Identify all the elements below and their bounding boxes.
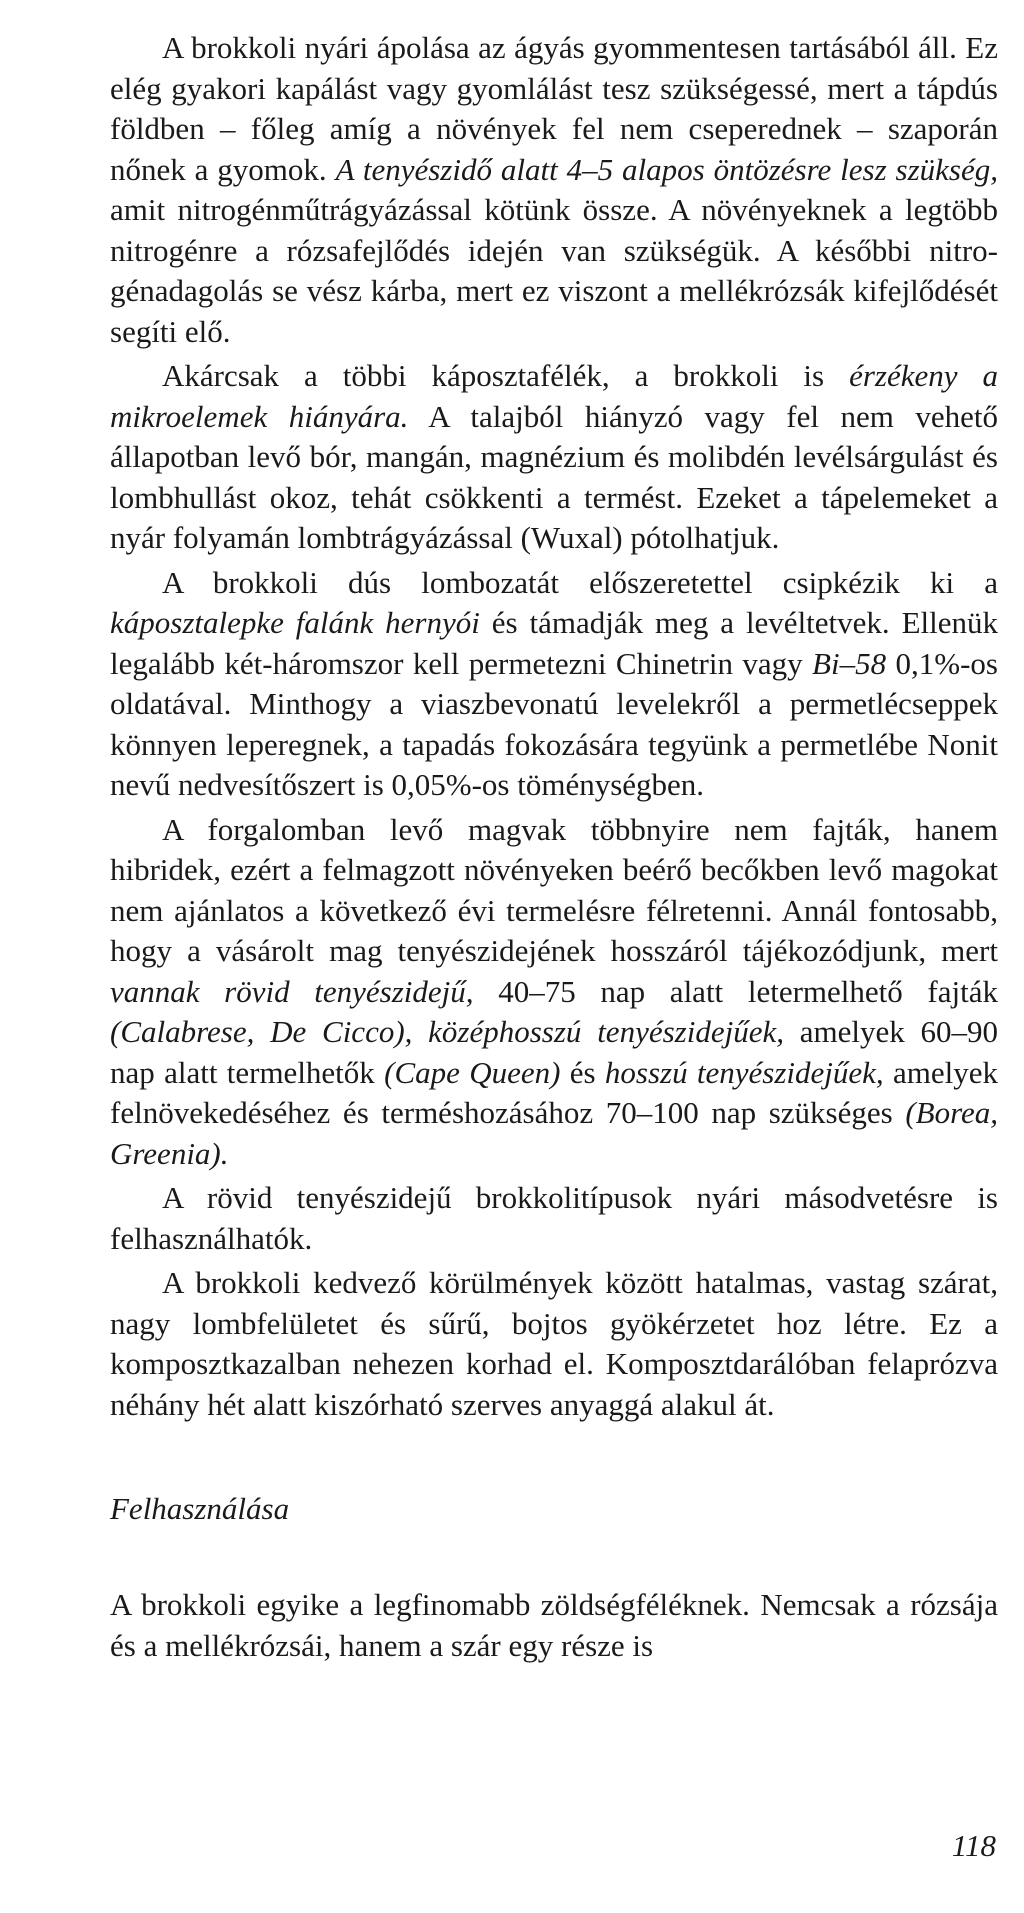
- text-run: amelyek felnövekedéséhez és terméshozásához 70–100 nap szükséges: [110, 1054, 998, 1130]
- book-page: [110, 28, 998, 1666]
- italic-text: Bi–58: [812, 645, 887, 681]
- italic-text: (Calabrese, De Cicco), középhosszú tenyészidejűek,: [110, 1014, 784, 1049]
- text-run: és támadják meg a levéltetvek. Ellenük legalább két-háromszor kell permetezni Chinetrin vagy: [110, 605, 998, 681]
- text-run: 0,1%-os oldatával. Minthogy a viaszbevonatú levelekről a permetlécseppek könnyen leperegnek, a tapadás fokozására tegyünk a permetlébe Nonit nevű nedvesítőszert is 0,05%-os töménységben.: [110, 645, 998, 802]
- italic-text: hosszú tenyészidejűek,: [604, 1054, 884, 1090]
- paragraph: [110, 1263, 998, 1425]
- italic-text: (Borea, Greenia).: [110, 1095, 998, 1171]
- paragraph: [110, 356, 998, 559]
- closing-paragraph: A brokkoli egyike a legfinomabb zöldségféléknek. Nemcsak a rózsája és a mellékrózsái, hanem a szár egy része is: [110, 1587, 998, 1663]
- paragraph: [110, 28, 998, 352]
- italic-text: A tenyészidő alatt 4–5 alapos öntözésre lesz szükség,: [335, 151, 999, 187]
- text-run: 40–75 nap alatt letermelhető fajták: [473, 973, 998, 1009]
- text-run: A forgalomban levő magvak többnyire nem fajták, hanem hibridek, ezért a felmagzott növényeken beérő becőkben levő magokat nem ajánlatos a következő évi termelésre félretenni. Annál fontosabb, hogy a vásárolt mag tenyészidejének hosszáról tájékozódjunk, mert: [110, 811, 998, 968]
- section-heading: Felhasználása: [110, 1491, 290, 1526]
- italic-text: (Cape Queen): [384, 1054, 561, 1090]
- page-number: 118: [951, 1828, 996, 1863]
- body-text: [110, 28, 998, 1425]
- text-run: amit nitrogénműtrágyázással kötünk össze. A növényeknek a legtöbb nitrogénre a rózsafejlődés idején van szükségük. A későbbi nitrogénadagolás se vész kárba, mert ez viszont a mellékrózsák kifejlődését segíti elő.: [110, 192, 998, 349]
- text-run: A rövid tenyészidejű brokkolitípusok nyári másodvetésre is felhasználhatók.: [110, 1180, 998, 1256]
- paragraph: [110, 1178, 998, 1259]
- paragraph: [110, 810, 998, 1175]
- text-run: A brokkoli kedvező körülmények között hatalmas, vastag szárat, nagy lombfelületet és sűrű, bojtos gyökérzetet hoz létre. Ez a komposztkazalban nehezen korhad el. Komposztdarálóban felaprózva néhány hét alatt kiszórható szerves anyaggá alakul át.: [110, 1265, 998, 1422]
- italic-text: vannak rövid tenyészidejű,: [110, 973, 474, 1009]
- text-run: Akárcsak a többi káposztafélék, a brokkoli is: [162, 358, 850, 393]
- paragraph: [110, 563, 998, 806]
- text-run: és: [560, 1054, 605, 1090]
- text-run: A talajból hiányzó vagy fel nem vehető állapotban levő bór, mangán, magnézium és molibdén levélsárgulást és lombhullást okoz, tehát csökkenti a termést. Ezeket a tápelemeket a nyár folyamán lombtrágyázással (Wuxal) pótolhatjuk.: [110, 398, 998, 555]
- text-run: A brokkoli dús lombozatát előszeretettel csipkézik ki a: [162, 564, 998, 600]
- text-run: amelyek 60–90 nap alatt termelhetők: [110, 1014, 998, 1090]
- italic-text: érzékeny a mikroelemek hiányára.: [110, 358, 998, 434]
- text-run: A brokkoli nyári ápolása az ágyás gyommentesen tartásából áll. Ez elég gyakori kapálást vagy gyomlálást tesz szükségessé, mert a tápdús földben – főleg amíg a növények fel nem cseperednek – szaporán nőnek a gyomok.: [110, 30, 998, 187]
- italic-text: káposztalepke falánk hernyói: [110, 605, 480, 640]
